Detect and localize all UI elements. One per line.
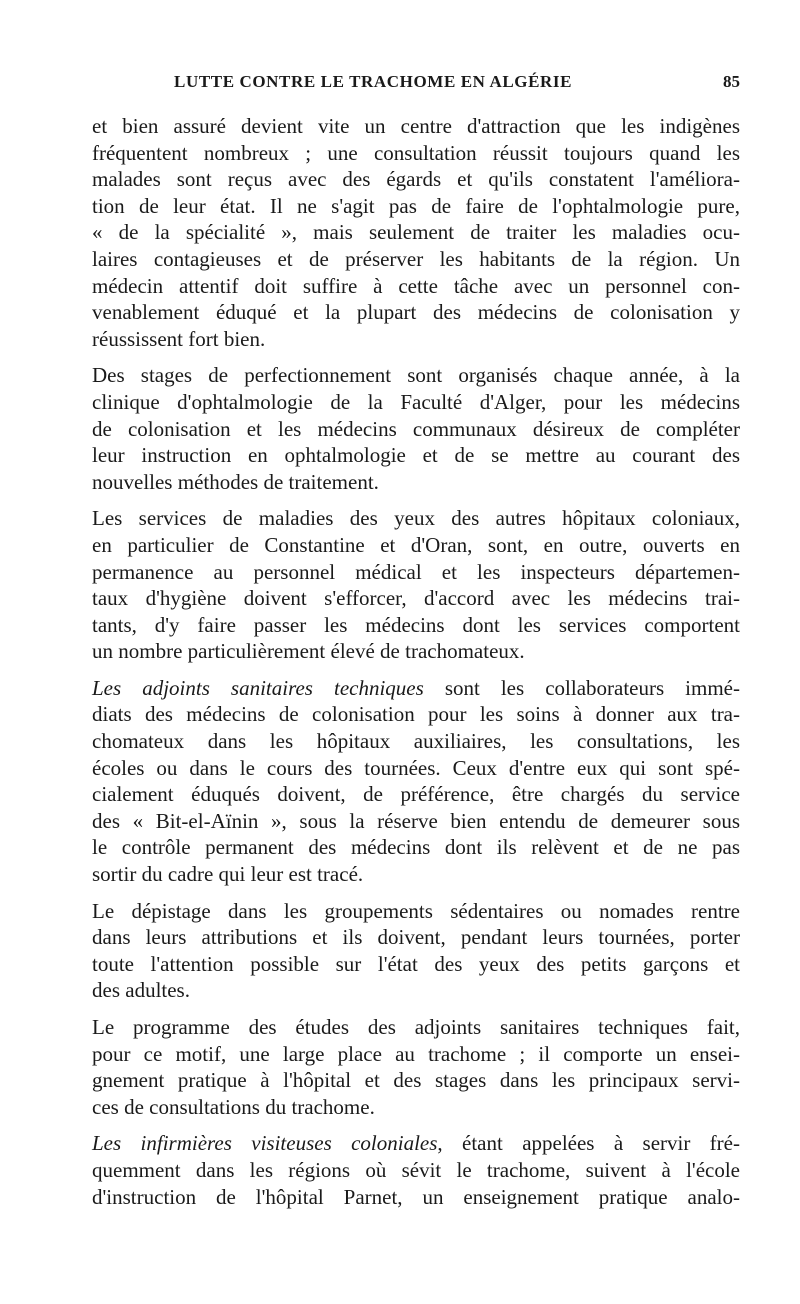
text-line: malades sont reçus avec des égards et qu'ils constatent l'améliora- <box>92 167 740 192</box>
line-rest: , étant appelées à servir fré- <box>437 1131 740 1156</box>
text-line: laires contagieuses et de préserver les habitants de la région. Un <box>92 246 740 271</box>
text-line: Les services de maladies des yeux des autres hôpitaux coloniaux, <box>92 506 740 531</box>
text-line: fréquentent nombreux ; une consultation réussit toujours quand les <box>92 140 740 165</box>
text-line: médecin attentif doit suffire à cette tâche avec un personnel con- <box>92 273 740 298</box>
text-line: diats des médecins de colonisation pour les soins à donner aux tra- <box>92 702 740 727</box>
paragraph-3 <box>92 505 740 665</box>
text-line: tants, d'y faire passer les médecins dont les services comportent <box>92 612 740 637</box>
text-line: Le programme des études des adjoints sanitaires techniques fait, <box>92 1015 740 1039</box>
text-line: gnement pratique à l'hôpital et des stages dans les principaux servi- <box>92 1068 740 1093</box>
text-line: chomateux dans les hôpitaux auxiliaires, les consultations, les <box>92 729 740 754</box>
text-line: cialement éduqués doivent, de préférence, être chargés du service <box>92 782 740 807</box>
text-line: des adultes. <box>92 978 190 1003</box>
text-line: tion de leur état. Il ne s'agit pas de faire de l'ophtalmologie pure, <box>92 193 740 218</box>
text-line <box>92 675 740 702</box>
text-line: quemment dans les régions où sévit le trachome, suivent à l'école <box>92 1157 740 1182</box>
paragraph-6 <box>92 1014 740 1120</box>
text-line: d'instruction de l'hôpital Parnet, un enseignement pratique analo- <box>92 1184 740 1209</box>
text-line: « de la spécialité », mais seulement de traiter les maladies ocu- <box>92 220 740 245</box>
text-line: des « Bit-el-Aïnin », sous la réserve bien entendu de demeurer sous <box>92 808 740 833</box>
text-line: clinique d'ophtalmologie de la Faculté d'Alger, pour les médecins <box>92 389 740 414</box>
page-header <box>92 72 740 96</box>
text-line: nouvelles méthodes de traitement. <box>92 469 379 494</box>
text-line: pour ce motif, une large place au trachome ; il comporte un ensei- <box>92 1041 740 1066</box>
paragraph-7 <box>92 1130 740 1210</box>
text-line: toute l'attention possible sur l'état des yeux des petits garçons et <box>92 951 740 976</box>
italic-lead: Les infirmières visiteuses coloniales <box>92 1131 438 1156</box>
body-text <box>92 113 740 1220</box>
text-line: en particulier de Constantine et d'Oran, sont, en outre, ouverts en <box>92 532 740 557</box>
text-line <box>92 1130 740 1157</box>
italic-lead: Les adjoints sanitaires techniques <box>92 675 424 700</box>
paragraph-1 <box>92 113 740 352</box>
running-title: LUTTE CONTRE LE TRACHOME EN ALGÉRIE <box>174 72 573 91</box>
text-line: de colonisation et les médecins communaux désireux de compléter <box>92 416 740 441</box>
text-line: taux d'hygiène doivent s'efforcer, d'accord avec les médecins trai- <box>92 586 740 611</box>
text-line: réussissent fort bien. <box>92 326 266 351</box>
text-line: venablement éduqué et la plupart des médecins de colonisation y <box>92 300 740 325</box>
text-line: le contrôle permanent des médecins dont ils relèvent et de ne pas <box>92 835 740 860</box>
paragraph-5 <box>92 898 740 1004</box>
text-line: Des stages de perfectionnement sont organisés chaque année, à la <box>92 363 740 388</box>
page-number: 85 <box>723 72 740 91</box>
text-line: permanence au personnel médical et les inspecteurs départemen- <box>92 559 740 584</box>
line-rest: sont les collaborateurs immé- <box>423 675 740 700</box>
text-line: Le dépistage dans les groupements sédentaires ou nomades rentre <box>92 898 740 923</box>
text-line: un nombre particulièrement élevé de trachomateux. <box>92 639 525 664</box>
text-line: leur instruction en ophtalmologie et de se mettre au courant des <box>92 443 740 468</box>
text-line: et bien assuré devient vite un centre d'attraction que les indigènes <box>92 114 740 138</box>
text-line: dans leurs attributions et ils doivent, pendant leurs tournées, porter <box>92 925 740 950</box>
text-line: sortir du cadre qui leur est tracé. <box>92 862 364 887</box>
text-line: ces de consultations du trachome. <box>92 1094 375 1119</box>
paragraph-2 <box>92 362 740 495</box>
paragraph-4 <box>92 675 740 888</box>
text-line: écoles ou dans le cours des tournées. Ceux d'entre eux qui sont spé- <box>92 755 740 780</box>
